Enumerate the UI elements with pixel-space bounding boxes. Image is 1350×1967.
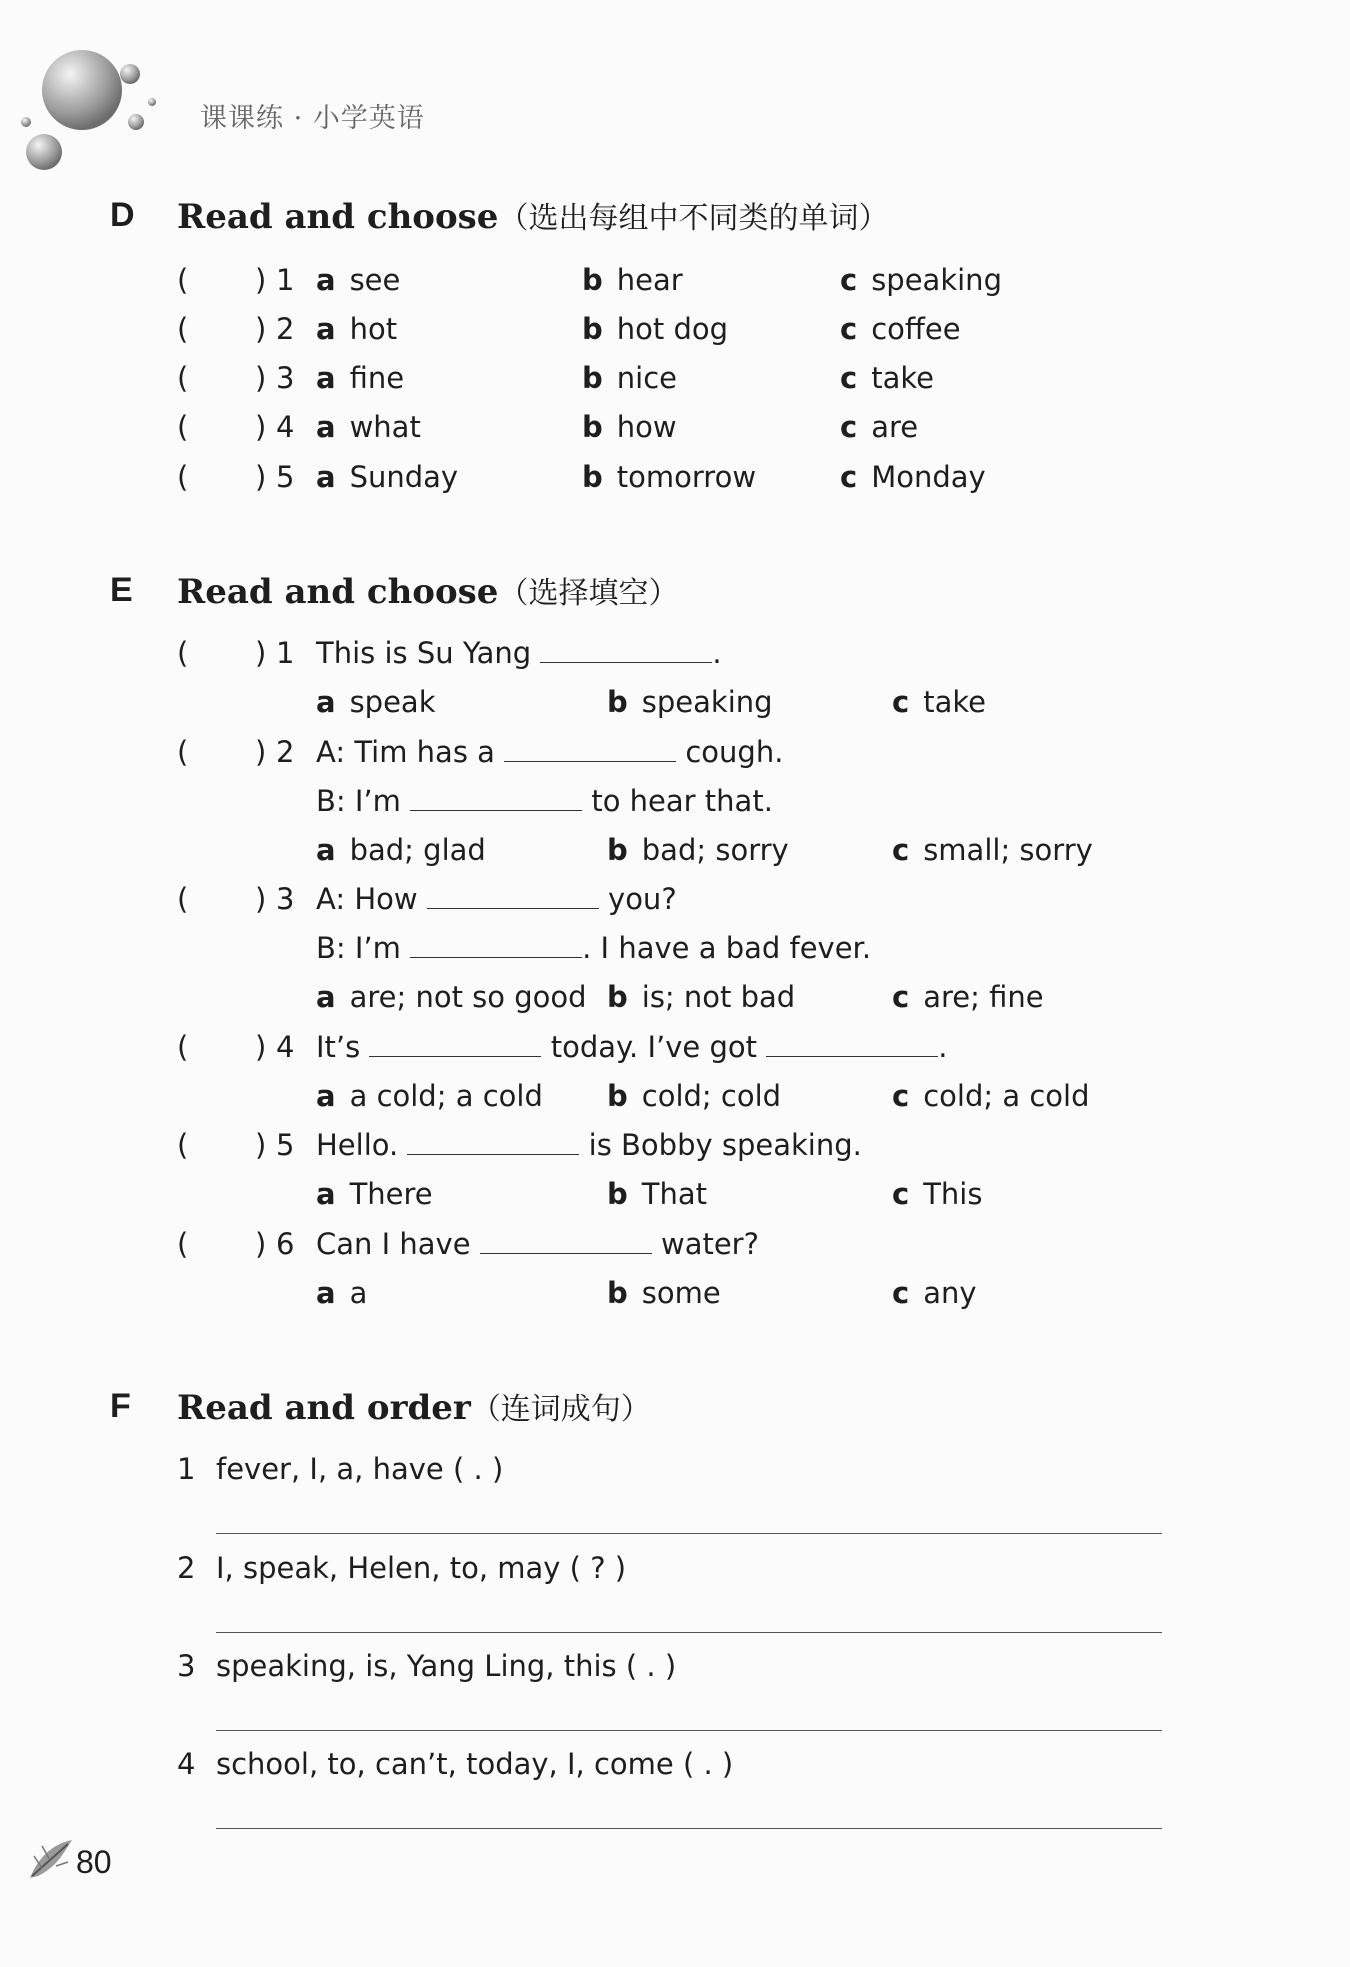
option-letter: c: [840, 460, 858, 494]
option-text: some: [641, 1276, 721, 1310]
option-a: [316, 1177, 433, 1211]
answer-paren-open: (: [177, 460, 189, 494]
option-letter: c: [840, 361, 858, 395]
section-f-title-cn: （连词成句）: [470, 1392, 651, 1427]
section-e-title: [177, 568, 678, 612]
option-letter: b: [607, 833, 628, 867]
option-text: bad; sorry: [641, 833, 789, 867]
answer-line[interactable]: [216, 1828, 1162, 1829]
question-line: [316, 735, 783, 769]
option-letter: b: [607, 980, 628, 1014]
option-letter: a: [316, 312, 336, 346]
answer-paren-open: (: [177, 263, 189, 297]
answer-paren-close: ): [255, 1227, 267, 1261]
option-letter: a: [316, 410, 336, 444]
question-number: 3: [276, 882, 295, 916]
option-a: [316, 1079, 543, 1113]
question-text: .: [938, 1030, 948, 1064]
option-c: [892, 1079, 1090, 1113]
question-line: [316, 636, 722, 670]
option-b: [607, 685, 773, 719]
option-text: see: [349, 263, 401, 297]
option-text: what: [349, 410, 421, 444]
option-c: [840, 312, 961, 346]
answer-blank[interactable]: [427, 902, 599, 909]
option-letter: a: [316, 833, 336, 867]
option-text: any: [923, 1276, 977, 1310]
option-a: [316, 833, 486, 867]
option-text: tomorrow: [616, 460, 757, 494]
option-letter: b: [582, 263, 603, 297]
option-b: [582, 460, 756, 494]
option-text: is; not bad: [641, 980, 796, 1014]
question-text: It’s: [316, 1030, 361, 1064]
option-letter: c: [840, 263, 858, 297]
answer-blank[interactable]: [766, 1050, 938, 1057]
option-a: [316, 410, 421, 444]
leaf-icon: [28, 1838, 74, 1880]
question-number: 5: [276, 1128, 295, 1162]
option-text: cold; a cold: [923, 1079, 1090, 1113]
option-b: [607, 980, 795, 1014]
option-letter: b: [607, 1276, 628, 1310]
option-a: [316, 361, 404, 395]
answer-paren-open: (: [177, 361, 189, 395]
answer-paren-close: ): [255, 636, 267, 670]
order-item-words: school, to, can’t, today, I, come ( . ): [216, 1747, 734, 1781]
option-c: [892, 833, 1093, 867]
option-text: are: [871, 410, 919, 444]
answer-paren-close: ): [255, 361, 267, 395]
option-b: [582, 312, 728, 346]
option-text: Monday: [871, 460, 986, 494]
option-text: speaking: [641, 685, 773, 719]
option-letter: c: [840, 410, 858, 444]
question-text: to hear that.: [591, 784, 773, 818]
option-letter: c: [892, 1276, 910, 1310]
section-f-title-en: Read and order: [177, 1388, 471, 1428]
answer-blank[interactable]: [480, 1247, 652, 1254]
option-letter: a: [316, 685, 336, 719]
question-text: B: I’m: [316, 931, 401, 965]
option-text: This: [923, 1177, 983, 1211]
option-text: a: [349, 1276, 368, 1310]
option-a: [316, 980, 587, 1014]
order-item-number: 4: [177, 1747, 196, 1781]
section-d-title: [177, 193, 888, 237]
answer-line[interactable]: [216, 1632, 1162, 1633]
question-text: Hello.: [316, 1128, 399, 1162]
option-b: [607, 833, 789, 867]
option-text: nice: [616, 361, 677, 395]
section-e-letter: E: [110, 571, 133, 609]
answer-paren-close: ): [255, 410, 267, 444]
order-item-number: 3: [177, 1649, 196, 1683]
option-text: coffee: [871, 312, 961, 346]
option-text: speak: [349, 685, 436, 719]
question-line: [316, 882, 677, 916]
question-text: This is Su Yang: [316, 636, 532, 670]
page-number: 80: [76, 1844, 112, 1880]
answer-paren-close: ): [255, 1128, 267, 1162]
option-c: [840, 460, 986, 494]
option-letter: b: [607, 1079, 628, 1113]
option-letter: c: [892, 1177, 910, 1211]
option-text: take: [923, 685, 986, 719]
answer-paren-open: (: [177, 312, 189, 346]
section-d-title-cn: （选出每组中不同类的单词）: [498, 201, 889, 236]
question-text: cough.: [685, 735, 784, 769]
section-d-title-en: Read and choose: [177, 197, 499, 237]
item-number: 3: [276, 361, 295, 395]
question-text: B: I’m: [316, 784, 401, 818]
answer-line[interactable]: [216, 1730, 1162, 1731]
option-b: [607, 1276, 721, 1310]
option-letter: a: [316, 1276, 336, 1310]
question-text: you?: [608, 882, 677, 916]
option-letter: b: [582, 312, 603, 346]
order-item-words: fever, I, a, have ( . ): [216, 1452, 504, 1486]
answer-paren-close: ): [255, 1030, 267, 1064]
option-letter: c: [892, 980, 910, 1014]
option-b: [607, 1177, 707, 1211]
option-c: [840, 410, 918, 444]
question-text: today. I’ve got: [550, 1030, 757, 1064]
answer-paren-open: (: [177, 1030, 189, 1064]
option-letter: c: [892, 685, 910, 719]
question-text: Can I have: [316, 1227, 471, 1261]
header-title: 课课练 · 小学英语: [200, 103, 425, 134]
answer-paren-open: (: [177, 1227, 189, 1261]
option-text: are; fine: [923, 980, 1044, 1014]
option-c: [892, 685, 986, 719]
option-c: [840, 361, 934, 395]
option-letter: b: [582, 410, 603, 444]
answer-paren-close: ): [255, 735, 267, 769]
answer-blank[interactable]: [407, 1148, 579, 1155]
option-text: bad; glad: [349, 833, 486, 867]
option-letter: a: [316, 460, 336, 494]
order-item-number: 1: [177, 1452, 196, 1486]
option-a: [316, 1276, 367, 1310]
section-e-title-en: Read and choose: [177, 572, 499, 612]
answer-blank[interactable]: [410, 804, 582, 811]
option-text: are; not so good: [349, 980, 587, 1014]
question-line: [316, 1227, 759, 1261]
option-text: how: [616, 410, 677, 444]
section-f-title: [177, 1384, 651, 1428]
option-text: small; sorry: [923, 833, 1093, 867]
question-text: is Bobby speaking.: [588, 1128, 862, 1162]
section-f-letter: F: [110, 1387, 131, 1425]
option-b: [582, 410, 677, 444]
option-text: hot dog: [616, 312, 729, 346]
option-letter: c: [892, 833, 910, 867]
question-number: 2: [276, 735, 295, 769]
option-a: [316, 312, 397, 346]
question-number: 6: [276, 1227, 295, 1261]
question-line: [316, 784, 773, 818]
option-text: speaking: [871, 263, 1002, 297]
option-c: [892, 980, 1044, 1014]
item-number: 5: [276, 460, 295, 494]
option-letter: a: [316, 1079, 336, 1113]
option-letter: a: [316, 1177, 336, 1211]
item-number: 2: [276, 312, 295, 346]
option-text: take: [871, 361, 934, 395]
section-e-title-cn: （选择填空）: [498, 576, 679, 611]
question-line: [316, 1030, 947, 1064]
question-text: .: [712, 636, 722, 670]
item-number: 1: [276, 263, 295, 297]
answer-paren-open: (: [177, 882, 189, 916]
option-letter: c: [892, 1079, 910, 1113]
option-c: [840, 263, 1002, 297]
question-text: A: How: [316, 882, 418, 916]
option-b: [582, 361, 677, 395]
question-text: . I have a bad fever.: [582, 931, 872, 965]
option-letter: a: [316, 361, 336, 395]
option-c: [892, 1177, 982, 1211]
option-text: cold; cold: [641, 1079, 782, 1113]
option-a: [316, 460, 458, 494]
option-b: [582, 263, 683, 297]
option-b: [607, 1079, 781, 1113]
option-letter: b: [607, 1177, 628, 1211]
option-text: fine: [349, 361, 405, 395]
option-text: hear: [616, 263, 683, 297]
option-letter: b: [607, 685, 628, 719]
answer-paren-open: (: [177, 1128, 189, 1162]
answer-blank[interactable]: [504, 755, 676, 762]
option-a: [316, 685, 436, 719]
order-item-words: I, speak, Helen, to, may ( ? ): [216, 1551, 627, 1585]
answer-paren-open: (: [177, 735, 189, 769]
answer-paren-open: (: [177, 410, 189, 444]
option-c: [892, 1276, 977, 1310]
option-text: There: [349, 1177, 433, 1211]
question-text: water?: [660, 1227, 760, 1261]
answer-paren-close: ): [255, 312, 267, 346]
answer-paren-close: ): [255, 263, 267, 297]
answer-paren-open: (: [177, 636, 189, 670]
option-letter: a: [316, 263, 336, 297]
question-line: [316, 1128, 862, 1162]
answer-paren-close: ): [255, 882, 267, 916]
section-d-letter: D: [110, 196, 135, 234]
option-text: That: [641, 1177, 708, 1211]
order-item-words: speaking, is, Yang Ling, this ( . ): [216, 1649, 677, 1683]
question-line: [316, 931, 871, 965]
bubbles-decoration: [18, 46, 168, 176]
answer-blank[interactable]: [540, 656, 712, 663]
question-number: 4: [276, 1030, 295, 1064]
option-text: Sunday: [349, 460, 459, 494]
option-a: [316, 263, 400, 297]
answer-blank[interactable]: [369, 1050, 541, 1057]
option-letter: b: [582, 361, 603, 395]
answer-paren-close: ): [255, 460, 267, 494]
answer-line[interactable]: [216, 1533, 1162, 1534]
question-number: 1: [276, 636, 295, 670]
option-letter: c: [840, 312, 858, 346]
option-letter: a: [316, 980, 336, 1014]
option-letter: b: [582, 460, 603, 494]
answer-blank[interactable]: [410, 951, 582, 958]
option-text: a cold; a cold: [349, 1079, 543, 1113]
option-text: hot: [349, 312, 398, 346]
order-item-number: 2: [177, 1551, 196, 1585]
question-text: A: Tim has a: [316, 735, 495, 769]
item-number: 4: [276, 410, 295, 444]
